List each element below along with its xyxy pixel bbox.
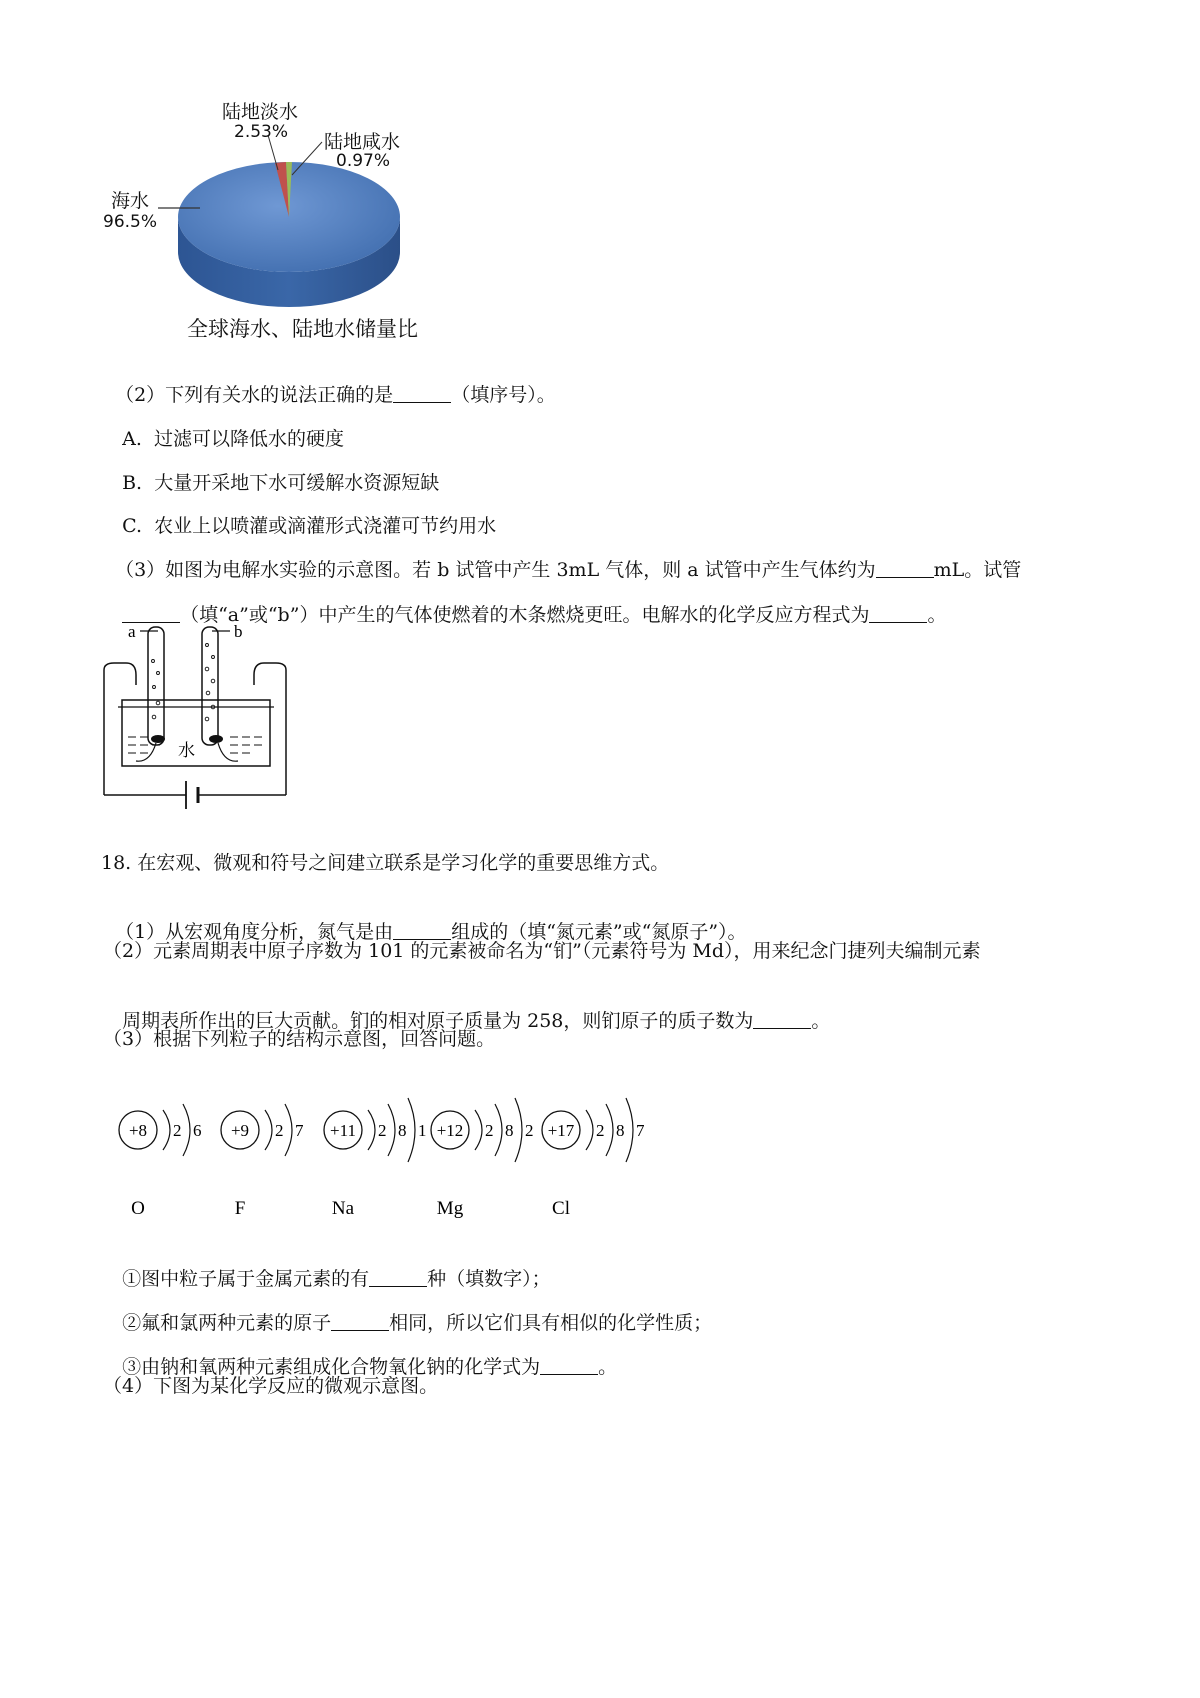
atom-diagram-na (324, 1098, 427, 1218)
q18-text: ①图中粒子属于金属元素的有 (122, 1268, 370, 1290)
element-symbol: Cl (552, 1198, 570, 1218)
nucleus-charge: +9 (230, 1121, 250, 1140)
pie-label-saltwater-value: 0.97% (336, 151, 391, 171)
answer-blank[interactable] (753, 1010, 811, 1029)
tube-b-label: b (234, 622, 243, 641)
pie-caption: 全球海水、陆地水储量比 (187, 317, 418, 341)
nucleus-charge: +11 (330, 1121, 356, 1140)
electron-count: 2 (173, 1121, 182, 1140)
electron-count: 2 (275, 1121, 284, 1140)
electron-shell-arc (586, 1110, 593, 1150)
option-letter: C. (122, 515, 142, 537)
electron-shell-arc (163, 1110, 170, 1150)
answer-blank[interactable] (393, 384, 451, 403)
electron-shell-arc (388, 1104, 395, 1156)
q2-stem-text: （2）下列有关水的说法正确的是 (115, 384, 394, 406)
water-trough (122, 700, 270, 766)
element-symbol: Mg (436, 1198, 464, 1218)
tube-a-label: a (128, 622, 136, 641)
q18-text: 。 (598, 1356, 618, 1378)
pie-label-sea-value: 96.5% (103, 212, 158, 232)
option-text: 农业上以喷灌或滴灌形式浇灌可节约用水 (154, 515, 497, 537)
nucleus-charge: +17 (547, 1121, 575, 1140)
q3-text: （填“a”或“b”）中产生的气体使燃着的木条燃烧更旺。电解水的化学反应方程式为 (180, 604, 870, 626)
electron-count: 8 (398, 1121, 407, 1140)
electron-count: 1 (418, 1121, 427, 1140)
atom-diagram-o (119, 1104, 202, 1218)
nucleus-charge: +8 (128, 1121, 148, 1140)
atom-diagram-mg (431, 1098, 534, 1218)
electron-shell-arc (285, 1104, 292, 1156)
q2-stem-suffix: （填序号）。 (451, 384, 556, 406)
option-letter: A. (122, 428, 142, 450)
electron-shell-arc (183, 1104, 190, 1156)
q18-text: 周期表所作出的巨大贡献。钔的相对原子质量为 258，则钔原子的质子数为 (122, 1010, 754, 1032)
electron-count: 7 (295, 1121, 304, 1140)
q18-part4: （4）下图为某化学反应的微观示意图。 (103, 1375, 439, 1397)
q18-part2-line1: （2）元素周期表中原子序数为 101 的元素被命名为“钔”（元素符号为 Md），用来纪念门捷列夫编制元素 (103, 940, 981, 962)
q3-text: （3）如图为电解水实验的示意图。若 b 试管中产生 3mL 气体，则 a 试管中产生气体约为 (115, 559, 876, 581)
pie-label-sea-name: 海水 (111, 190, 150, 212)
electron-count: 8 (616, 1121, 625, 1140)
q18-text: （1）从宏观角度分析，氮气是由 (115, 921, 394, 943)
q18-text: 相同，所以它们具有相似的化学性质； (389, 1312, 713, 1334)
atom-diagram-cl (542, 1098, 645, 1218)
q18-text: 种（填数字）； (427, 1268, 551, 1290)
test-tube-a (148, 627, 164, 745)
electron-shell-arc (368, 1110, 375, 1150)
electrolysis-diagram (100, 615, 290, 830)
q18-part3: （3）根据下列粒子的结构示意图，回答问题。 (103, 1028, 496, 1050)
pie-label-saltwater-name: 陆地咸水 (324, 131, 401, 153)
electron-count: 2 (378, 1121, 387, 1140)
atom-diagram-f (221, 1104, 304, 1218)
electron-shell-arc (626, 1098, 633, 1162)
water-label: 水 (178, 741, 195, 760)
q3-text: 。 (927, 604, 947, 626)
option-text: 过滤可以降低水的硬度 (153, 428, 344, 450)
atom-structures (110, 1068, 650, 1218)
q18-text: ③由钠和氧两种元素组成化合物氧化钠的化学式为 (122, 1356, 541, 1378)
electron-shell-arc (606, 1104, 613, 1156)
electrolysis-svg (100, 615, 290, 830)
nucleus-charge: +12 (436, 1121, 464, 1140)
q18-text: 组成的（填“氮元素”或“氮原子”）。 (451, 921, 747, 943)
pie-label-freshwater-value: 2.53% (234, 122, 289, 142)
test-tube-b (202, 627, 218, 745)
electron-count: 2 (525, 1121, 534, 1140)
option-letter: B. (122, 472, 143, 494)
electron-count: 2 (485, 1121, 494, 1140)
element-symbol: F (234, 1198, 246, 1218)
element-symbol: O (131, 1198, 145, 1218)
electron-shell-arc (265, 1110, 272, 1150)
option-text: 大量开采地下水可缓解水资源短缺 (154, 472, 440, 494)
electron-shell-arc (408, 1098, 415, 1162)
pie-label-freshwater-name: 陆地淡水 (222, 101, 299, 123)
electron-count: 8 (505, 1121, 514, 1140)
electron-count: 6 (193, 1121, 202, 1140)
answer-blank[interactable] (869, 604, 927, 623)
q18-title: 18. 在宏观、微观和符号之间建立联系是学习化学的重要思维方式。 (101, 852, 670, 874)
q18-text: 。 (811, 1010, 831, 1032)
electron-shell-arc (515, 1098, 522, 1162)
q18-text: ②氟和氯两种元素的原子 (122, 1312, 332, 1334)
electron-shell-arc (495, 1104, 502, 1156)
atom-structures-svg (110, 1068, 650, 1218)
electron-count: 2 (596, 1121, 605, 1140)
element-symbol: Na (331, 1198, 355, 1218)
electron-count: 7 (636, 1121, 645, 1140)
answer-blank[interactable] (540, 1356, 598, 1375)
electron-shell-arc (475, 1110, 482, 1150)
q3-text: mL。试管 (933, 559, 1022, 581)
